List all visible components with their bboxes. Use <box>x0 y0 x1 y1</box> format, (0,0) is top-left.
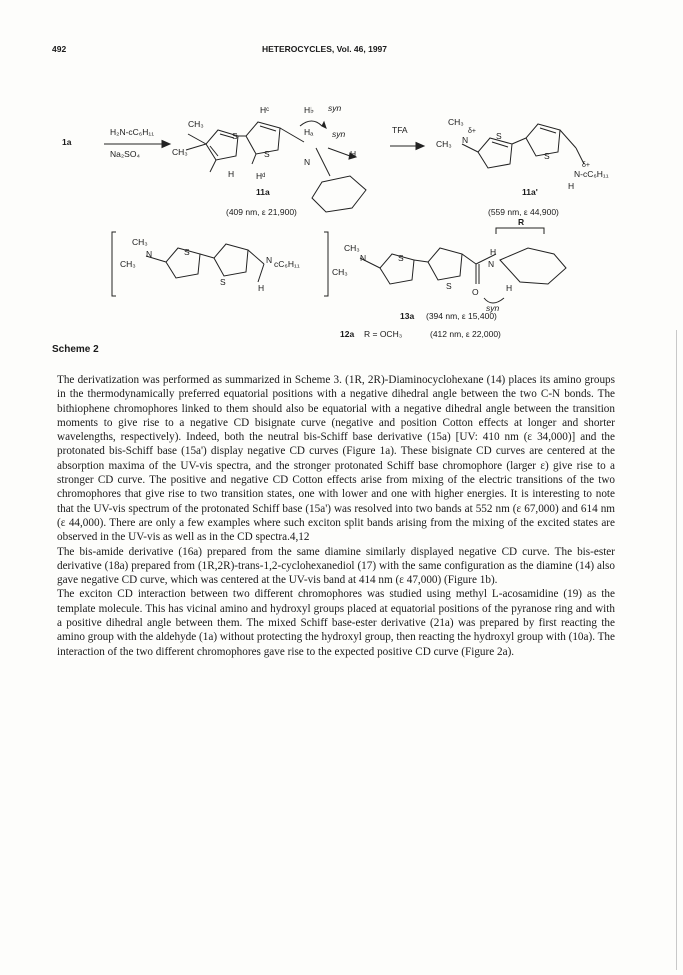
syn-label: syn <box>332 129 346 139</box>
methyl-label: CH₃ <box>120 259 136 269</box>
compound-label-13a: 13a <box>400 311 415 321</box>
compound-12a-uv-data: (412 nm, ε 22,000) <box>430 329 501 339</box>
hd-label: Hᵈ <box>256 171 266 181</box>
reaction-arrow-1-head <box>162 141 170 148</box>
reagent-drying-agent: Na₂SO₄ <box>110 149 140 159</box>
thiophene-ring-7 <box>380 254 414 284</box>
methyl-label: CH₃ <box>188 119 204 129</box>
compound-label-12a: 12a <box>340 329 355 339</box>
sulfur-label: S <box>232 131 238 141</box>
methyl-label: CH₃ <box>344 243 360 253</box>
sulfur-label: S <box>496 131 502 141</box>
page-edge-line <box>676 330 677 970</box>
compound-13a-uv-data: (394 nm, ε 15,400) <box>426 311 497 321</box>
nitrogen-label: N <box>304 157 311 167</box>
start-compound-label: 1a <box>62 137 72 147</box>
article-body <box>57 373 615 659</box>
paragraph: The bis-amide derivative (16a) prepared from the same diamine similarly displayed negative CD curve. The bis-ester derivative (18a) prepared from (1R,2R)-trans-1,2-cyclohexanediol (17) with the same configuration as the diamine (14) also gave negative CD curve, which was centered at the UV-vis band at 414 nm (ε 47,000) (Figure 1b). <box>57 545 615 587</box>
compound-11a-uv-data: (409 nm, ε 21,900) <box>226 207 297 217</box>
compound-12a-substituent: R = OCH₃ <box>364 329 403 339</box>
thiophene-ring-5 <box>166 248 200 278</box>
partial-charge-label: δ+ <box>582 162 590 169</box>
paragraph: The derivatization was performed as summarized in Scheme 3. (1R, 2R)-Diaminocyclohexane (14) places its amino groups in the thermodynamically preferred equatorial positions with a negative dihedral angle between the two C-N bonds. The bithiophene chromophores linked to them should also be equatorial with a negative dihedral angle between the transition moments to give rise to a negative CD bisignate curve (negative and position Cotton effects at longer and shorter wavelengths, respectively). Indeed, both the neutral bis-Schiff base derivative (15a) [UV: 410 nm (ε 34,000)] and the protonated bis-Schiff base (15a') display negative CD curves (Figure 1a). These bisignate CD curves are centered at the absorption maxima of the UV-vis spectra, and the stronger protonated Schiff base chromophore (larger ε) give rise to a stronger CD curve. The positive and negative CD Cotton effects arise from mixing of the electric transitions of the two chromophores that give rise to two transition states, one with lower and one with higher energies. It is interesting to note that the UV-vis spectrum of the protonated Schiff base (15a') was resolved into two bands at 552 nm (ε 67,000) and 614 nm (ε 44,000). There are only a few examples where such exciton split bands arising from the mixing of the excited states are observed in the UV-vis as well as in the CD spectra.4,12 <box>57 374 615 544</box>
thiophene-ring-6 <box>214 244 248 276</box>
hydrogen-label: H <box>506 283 513 293</box>
cyclohexyl-ring-1 <box>312 176 366 212</box>
thiophene-ring-8 <box>428 248 462 280</box>
journal-title: HETEROCYCLES, Vol. 46, 1997 <box>261 44 388 54</box>
r-bracket-line <box>496 228 544 234</box>
right-bracket <box>324 232 328 296</box>
scheme-2-figure <box>60 98 620 356</box>
methyl-label: CH₃ <box>172 147 188 157</box>
r-group-label: R <box>518 217 525 227</box>
hydrogen-label: H <box>568 181 575 191</box>
nitrogen-label: N <box>360 253 367 263</box>
paragraph: The exciton CD interaction between two different chromophores was studied using methyl L-acosamidine (19) as the template molecule. This has vicinal amino and hydroxyl groups placed at equatorial positions of the pyranose ring and with a positive dihedral angle between them. The mixed Schiff base-ester derivative (21a) was prepared by first reacting the amino group with the aldehyde (1a) without protecting the hydroxyl group, then reacting the hydroxyl group with (10a). The interaction of the two different chromophores gave rise to the expected positive CD curve (Figure 2a). <box>57 588 615 658</box>
methyl-label: CH₃ <box>332 267 348 277</box>
compound-11a-prime-uv-data: (559 nm, ε 44,900) <box>488 207 559 217</box>
hydrogen-label: H <box>350 149 357 159</box>
methyl-label: CH₃ <box>448 117 464 127</box>
cyclohexyl-label: cC₆H₁₁ <box>274 259 300 269</box>
methyl-label: CH₃ <box>436 139 452 149</box>
compound-label-11a: 11a <box>256 187 270 197</box>
nitrogen-label: N <box>488 259 495 269</box>
scheme-caption: Scheme 2 <box>52 344 99 355</box>
methyl-label: CH₃ <box>132 237 148 247</box>
sulfur-label: S <box>544 151 550 161</box>
hydrogen-label: H <box>228 169 235 179</box>
partial-charge-label: δ+ <box>468 128 476 135</box>
hydrogen-label: H <box>490 247 497 257</box>
tfa-label: TFA <box>392 125 408 135</box>
syn-label: syn <box>328 103 342 113</box>
nitrogen-label: N <box>266 255 273 265</box>
hydrogen-label: H <box>258 283 265 293</box>
sulfur-label: S <box>398 253 404 263</box>
left-bracket <box>112 232 116 296</box>
ha-label: Hₐ <box>304 127 314 137</box>
reagent-amine: H₂N-cC₆H₁₁ <box>110 127 155 137</box>
sulfur-label: S <box>264 149 270 159</box>
sulfur-label: S <box>446 281 452 291</box>
page-number: 492 <box>52 44 67 54</box>
sulfur-label: S <box>220 277 226 287</box>
iminium-substituent-label: N-cC₆H₁₁ <box>574 169 609 179</box>
oxygen-label: O <box>472 287 479 297</box>
nitrogen-label: N <box>462 135 469 145</box>
hb-label: H♭ <box>304 105 315 115</box>
sulfur-label: S <box>184 247 190 257</box>
nitrogen-label: N <box>146 249 153 259</box>
syn-label: syn <box>486 303 500 313</box>
hc-label: Hᶜ <box>260 105 270 115</box>
compound-label-11a-prime: 11a' <box>522 187 538 197</box>
cyclohexyl-ring-2 <box>500 248 566 284</box>
